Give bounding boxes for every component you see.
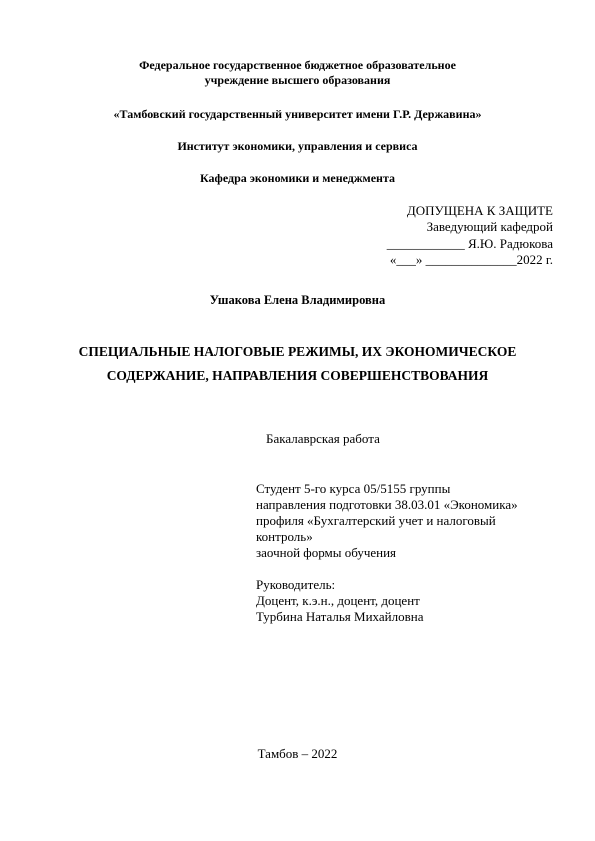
author-name: Ушакова Елена Владимировна [209, 293, 386, 307]
supervisor-label: Руководитель: [256, 577, 336, 592]
department-name: Кафедра экономики и менеджмента [199, 171, 396, 185]
supervisor-rank: Доцент, к.э.н., доцент, доцент [256, 593, 420, 608]
approval-signature: ____________ Я.Ю. Радюкова [386, 236, 553, 251]
thesis-title-line-2: СОДЕРЖАНИЕ, НАПРАВЛЕНИЯ СОВЕРШЕНСТВОВАНИЯ [106, 368, 489, 383]
student-line-4: контроль» [256, 529, 313, 544]
approval-date: «___» ______________2022 г. [389, 252, 553, 267]
university-name: «Тамбовский государственный университет имени Г.Р. Державина» [113, 107, 482, 121]
approval-status: ДОПУЩЕНА К ЗАЩИТЕ [406, 203, 553, 218]
approval-position: Заведующий кафедрой [426, 219, 553, 234]
student-line-3: профиля «Бухгалтерский учет и налоговый [256, 513, 496, 528]
header-line-1: Федеральное государственное бюджетное образовательное [139, 58, 456, 72]
thesis-title-line-1: СПЕЦИАЛЬНЫЕ НАЛОГОВЫЕ РЕЖИМЫ, ИХ ЭКОНОМИЧЕСКОЕ [78, 344, 517, 359]
work-type: Бакалаврская работа [266, 431, 380, 446]
supervisor-name: Турбина Наталья Михайловна [256, 609, 424, 624]
student-line-5: заочной формы обучения [256, 545, 397, 560]
header-line-2: учреждение высшего образования [204, 73, 391, 87]
student-line-1: Студент 5-го курса 05/5155 группы [256, 481, 451, 496]
student-line-2: направления подготовки 38.03.01 «Экономика» [256, 497, 518, 512]
city-year: Тамбов – 2022 [257, 746, 338, 761]
institute-name: Институт экономики, управления и сервиса [177, 139, 418, 153]
